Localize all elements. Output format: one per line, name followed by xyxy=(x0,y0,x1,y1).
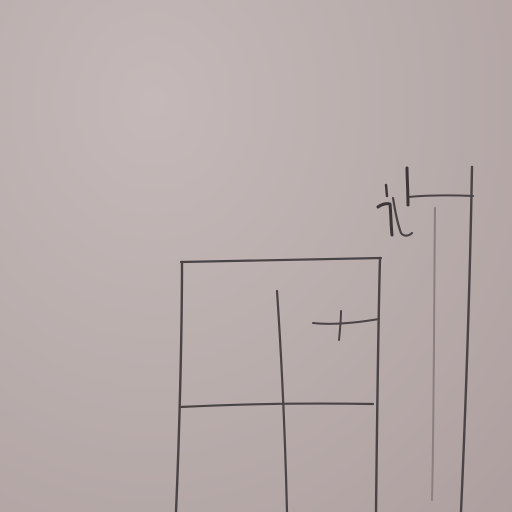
hook-stem xyxy=(378,204,392,235)
cross-horizontal xyxy=(313,319,379,324)
column-top-left-tick xyxy=(407,168,408,205)
frame-middle-edge xyxy=(180,404,373,407)
small-cross-mark xyxy=(313,311,379,340)
column-left-line xyxy=(432,208,435,500)
hook-tick xyxy=(386,185,387,196)
frame-right-edge xyxy=(376,258,380,512)
rectangle-frame xyxy=(176,258,381,512)
frame-left-edge xyxy=(176,262,182,512)
frame-top-edge xyxy=(181,258,381,262)
column-right-line xyxy=(461,167,472,512)
cross-vertical xyxy=(339,311,341,340)
column-top-edge xyxy=(408,195,473,197)
inner-vertical-stroke xyxy=(277,291,287,512)
tall-double-line-column xyxy=(407,167,473,512)
